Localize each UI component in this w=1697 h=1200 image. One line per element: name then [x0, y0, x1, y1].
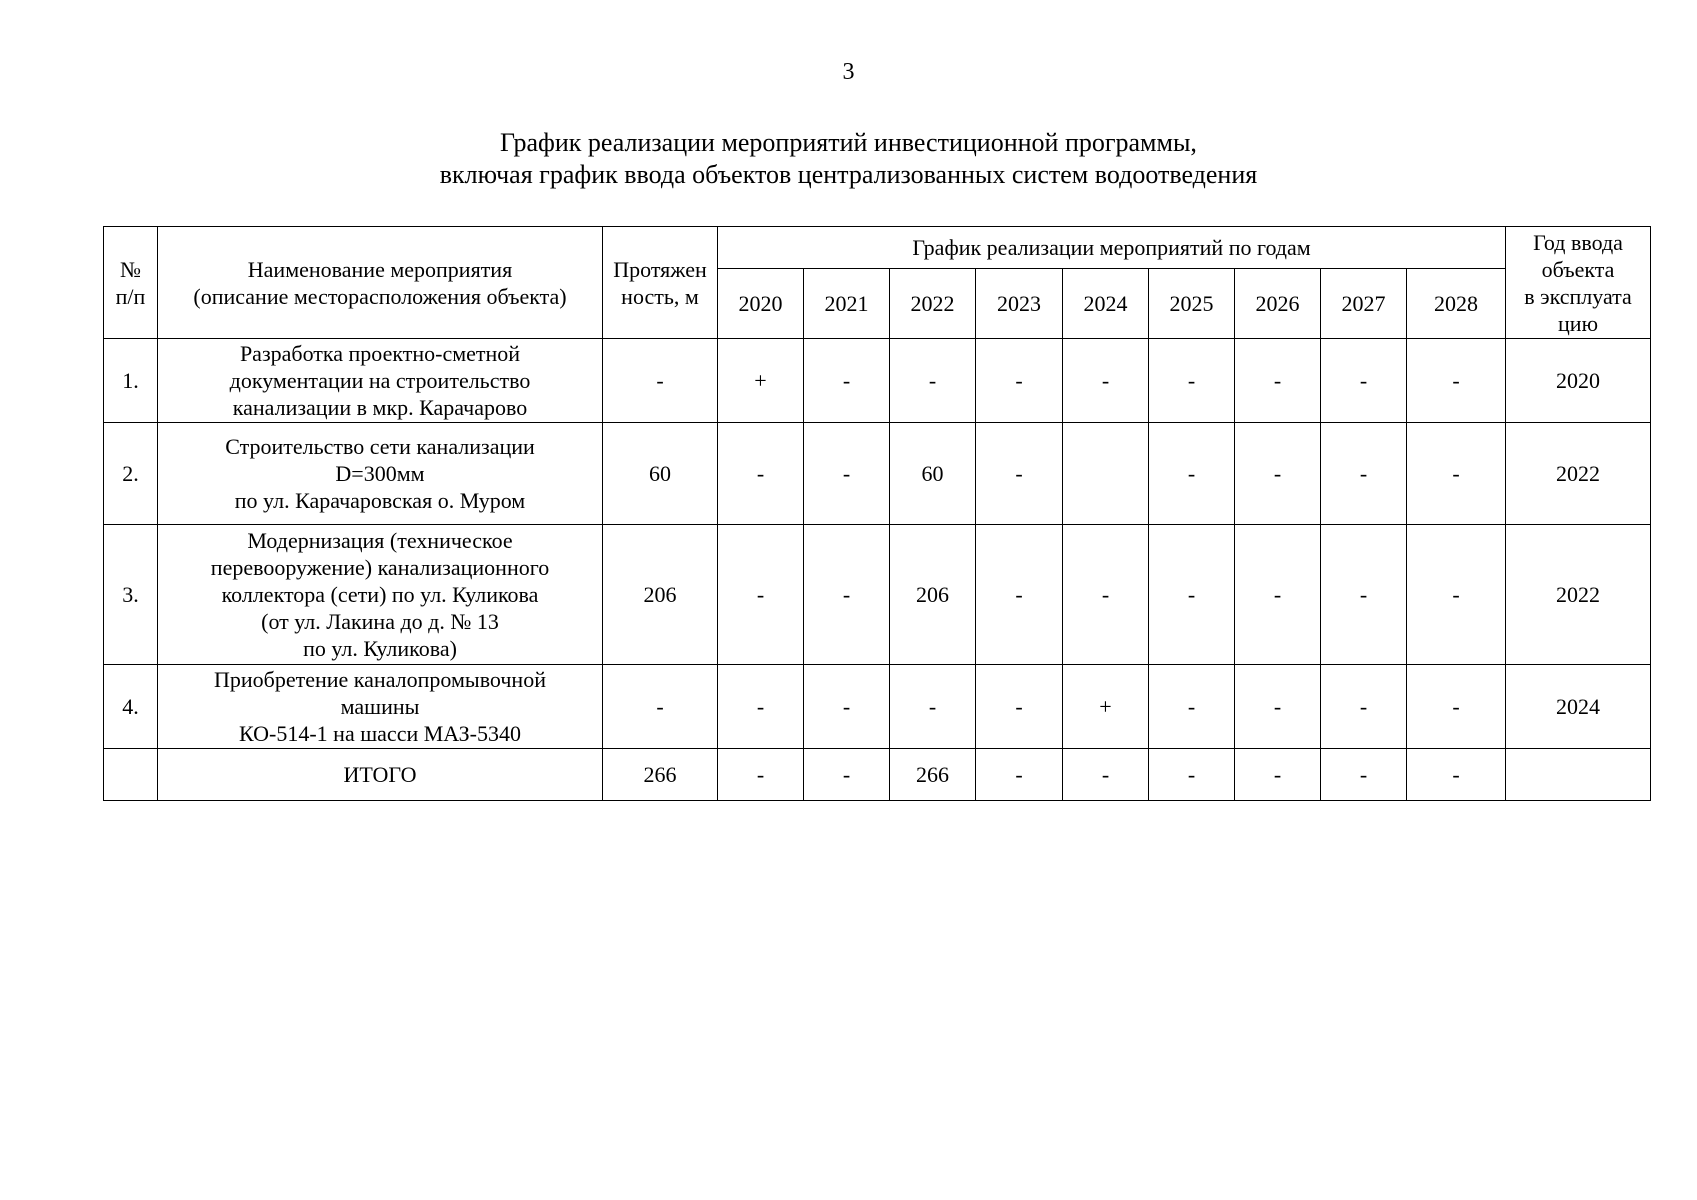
row-year-value: -	[804, 423, 890, 525]
row-year-value: -	[804, 665, 890, 749]
total-length: 266	[603, 749, 718, 801]
total-year-value: -	[804, 749, 890, 801]
row-year-value: -	[1407, 339, 1506, 423]
row-year-value: -	[1321, 525, 1407, 665]
row-year-value: +	[718, 339, 804, 423]
header-schedule-group: График реализации мероприятий по годам	[718, 227, 1506, 269]
total-year-value: -	[1235, 749, 1321, 801]
total-label: ИТОГО	[158, 749, 603, 801]
header-number-line: №	[120, 256, 141, 282]
header-name-line: Наименование мероприятия	[247, 256, 513, 282]
row-year-value: -	[1149, 423, 1235, 525]
header-year: 2028	[1407, 269, 1506, 339]
row-year-value: -	[804, 339, 890, 423]
document-title	[0, 127, 1697, 191]
row-name-line: Модернизация (техническое	[247, 528, 513, 553]
row-length: -	[603, 339, 718, 423]
header-year: 2022	[890, 269, 976, 339]
row-commissioning: 2022	[1506, 423, 1651, 525]
total-year-value: -	[718, 749, 804, 801]
row-year-value: -	[1235, 665, 1321, 749]
total-number	[104, 749, 158, 801]
row-year-value: 60	[890, 423, 976, 525]
row-year-value: -	[1235, 423, 1321, 525]
row-year-value: +	[1063, 665, 1149, 749]
header-year: 2026	[1235, 269, 1321, 339]
header-length-line: Протяжен	[613, 256, 707, 282]
row-name	[158, 525, 603, 665]
row-name-line: Приобретение каналопромывочной	[214, 667, 546, 692]
row-name	[158, 339, 603, 423]
row-year-value: -	[718, 665, 804, 749]
header-year: 2020	[718, 269, 804, 339]
header-number	[104, 227, 158, 339]
row-year-value: -	[976, 339, 1063, 423]
row-year-value: -	[976, 665, 1063, 749]
row-number: 1.	[104, 339, 158, 423]
total-row	[104, 749, 1651, 801]
row-year-value	[1063, 423, 1149, 525]
row-name-line: Строительство сети канализации	[225, 434, 535, 459]
total-commissioning	[1506, 749, 1651, 801]
header-commissioning-line: Год ввода	[1533, 229, 1623, 255]
header-commissioning	[1506, 227, 1651, 339]
header-name	[158, 227, 603, 339]
table-row	[104, 339, 1651, 423]
row-number: 2.	[104, 423, 158, 525]
row-year-value: -	[1321, 339, 1407, 423]
header-year: 2021	[804, 269, 890, 339]
row-name-line: машины	[340, 694, 420, 719]
row-year-value: -	[1235, 525, 1321, 665]
row-year-value: -	[1407, 665, 1506, 749]
schedule-table	[103, 226, 1651, 801]
row-year-value: -	[1063, 525, 1149, 665]
row-name-line: (от ул. Лакина до д. № 13	[261, 609, 499, 634]
header-year: 2025	[1149, 269, 1235, 339]
row-year-value: -	[718, 525, 804, 665]
row-year-value: -	[1149, 525, 1235, 665]
row-year-value: -	[1321, 423, 1407, 525]
table-row	[104, 423, 1651, 525]
header-commissioning-line: объекта	[1541, 256, 1615, 282]
table-row	[104, 665, 1651, 749]
row-length: 206	[603, 525, 718, 665]
total-year-value: -	[1407, 749, 1506, 801]
row-year-value: -	[1407, 525, 1506, 665]
row-year-value: -	[890, 665, 976, 749]
total-year-value: -	[1149, 749, 1235, 801]
row-year-value: -	[890, 339, 976, 423]
row-year-value: -	[718, 423, 804, 525]
row-name-line: Разработка проектно-сметной	[239, 341, 521, 366]
row-commissioning: 2020	[1506, 339, 1651, 423]
row-name-line: КО-514-1 на шасси МАЗ-5340	[239, 721, 521, 746]
table-row	[104, 525, 1651, 665]
total-year-value: -	[1321, 749, 1407, 801]
total-year-value: -	[1063, 749, 1149, 801]
row-commissioning: 2024	[1506, 665, 1651, 749]
header-commissioning-line: цию	[1558, 310, 1599, 336]
title-line-1: График реализации мероприятий инвестиционной программы,	[500, 128, 1197, 157]
row-name-line: по ул. Карачаровская о. Муром	[234, 488, 526, 513]
total-year-value: 266	[890, 749, 976, 801]
row-year-value: -	[1235, 339, 1321, 423]
row-year-value: -	[1149, 339, 1235, 423]
header-row-1	[104, 227, 1651, 269]
row-year-value: -	[1407, 423, 1506, 525]
row-year-value: -	[976, 525, 1063, 665]
header-length	[603, 227, 718, 339]
row-year-value: -	[976, 423, 1063, 525]
total-year-value: -	[976, 749, 1063, 801]
row-year-value: 206	[890, 525, 976, 665]
row-name	[158, 423, 603, 525]
row-name	[158, 665, 603, 749]
header-number-line: п/п	[115, 283, 146, 309]
header-name-line: (описание месторасположения объекта)	[193, 283, 567, 309]
header-year: 2024	[1063, 269, 1149, 339]
title-line-2: включая график ввода объектов централизованных систем водоотведения	[439, 160, 1258, 189]
header-year: 2023	[976, 269, 1063, 339]
row-year-value: -	[1321, 665, 1407, 749]
row-number: 4.	[104, 665, 158, 749]
row-name-line: документации на строительство	[229, 368, 531, 393]
row-length: -	[603, 665, 718, 749]
row-year-value: -	[1063, 339, 1149, 423]
row-year-value: -	[804, 525, 890, 665]
row-name-line: по ул. Куликова)	[303, 636, 457, 661]
row-name-line: перевооружение) канализационного	[210, 555, 550, 580]
row-commissioning: 2022	[1506, 525, 1651, 665]
header-year: 2027	[1321, 269, 1407, 339]
header-commissioning-line: в эксплуата	[1524, 283, 1632, 309]
row-year-value: -	[1149, 665, 1235, 749]
row-name-line: канализации в мкр. Карачарово	[232, 395, 528, 420]
header-length-line: ность, м	[621, 283, 699, 309]
row-length: 60	[603, 423, 718, 525]
page-number: 3	[842, 59, 855, 85]
row-number: 3.	[104, 525, 158, 665]
row-name-line: D=300мм	[335, 461, 425, 486]
row-name-line: коллектора (сети) по ул. Куликова	[221, 582, 539, 607]
